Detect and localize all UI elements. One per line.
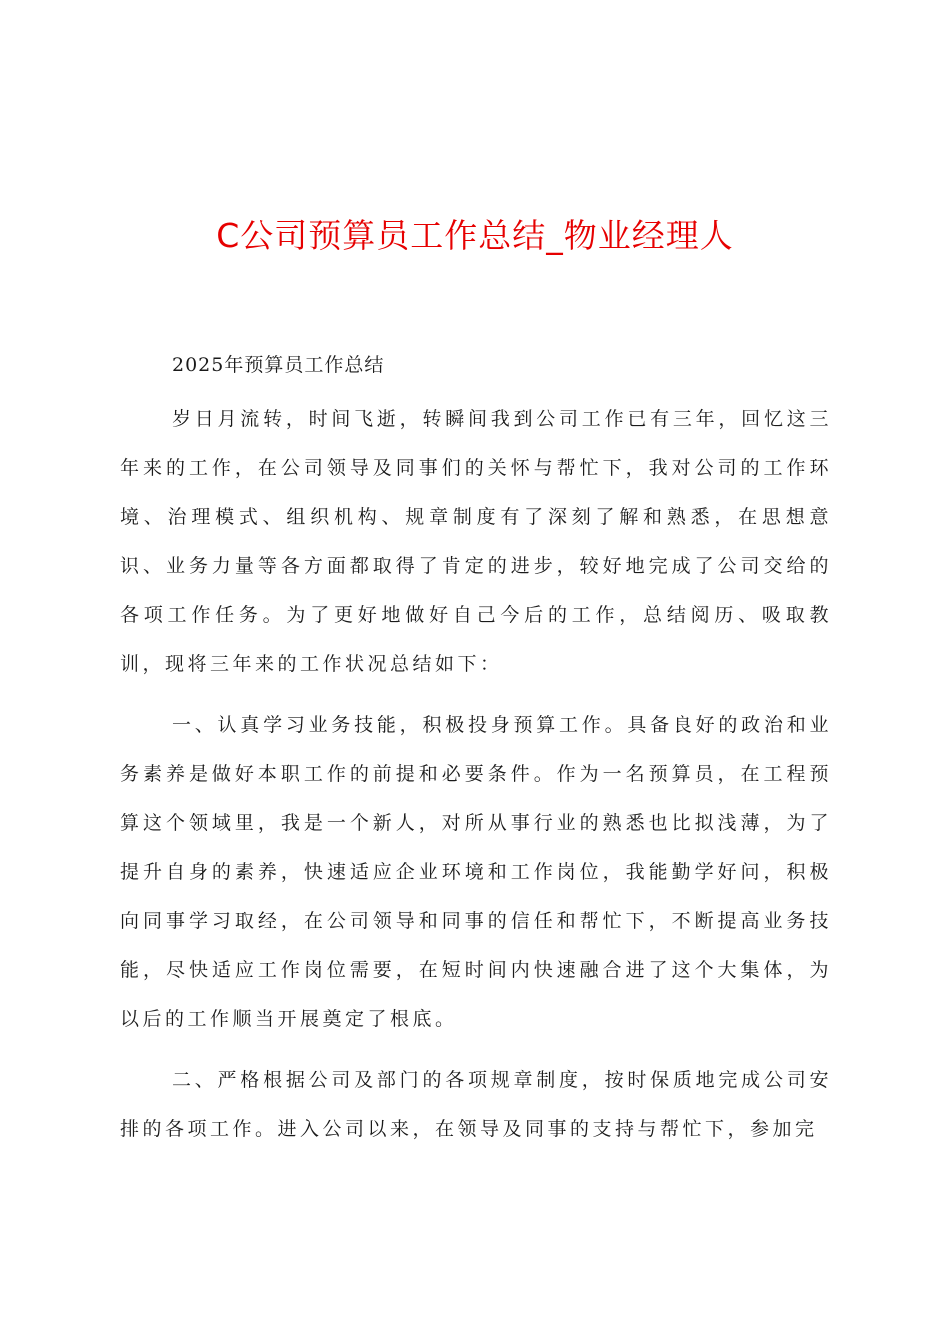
document-subtitle: 2025年预算员工作总结 <box>172 354 385 376</box>
paragraph-section-one: 一、认真学习业务技能，积极投身预算工作。具备良好的政治和业务素养是做好本职工作的前提和必要条件。作为一名预算员，在工程预算这个领域里，我是一个新人，对所从事行业的熟悉也比拟浅薄，为了提升自身的素养，快速适应企业环境和工作岗位，我能勤学好问，积极向同事学习取经，在公司领导和同事的信任和帮忙下，不断提高业务技能，尽快适应工作岗位需要，在短时间内快速融合进了这个大集体，为以后的工作顺当开展奠定了根底。 <box>120 714 832 1030</box>
document-body <box>120 347 832 1166</box>
document-title: C公司预算员工作总结_物业经理人 <box>216 216 734 255</box>
paragraph-section-two: 二、严格根据公司及部门的各项规章制度，按时保质地完成公司安排的各项工作。进入公司以来，在领导及同事的支持与帮忙下，参加完 <box>120 1069 832 1140</box>
paragraph-intro: 岁日月流转，时间飞逝，转瞬间我到公司工作已有三年，回忆这三年来的工作，在公司领导及同事们的关怀与帮忙下，我对公司的工作环境、治理模式、组织机构、规章制度有了深刻了解和熟悉，在思想意识、业务力量等各方面都取得了肯定的进步，较好地完成了公司交给的各项工作任务。为了更好地做好自己今后的工作，总结阅历、吸取教训，现将三年来的工作状况总结如下： <box>120 408 832 675</box>
